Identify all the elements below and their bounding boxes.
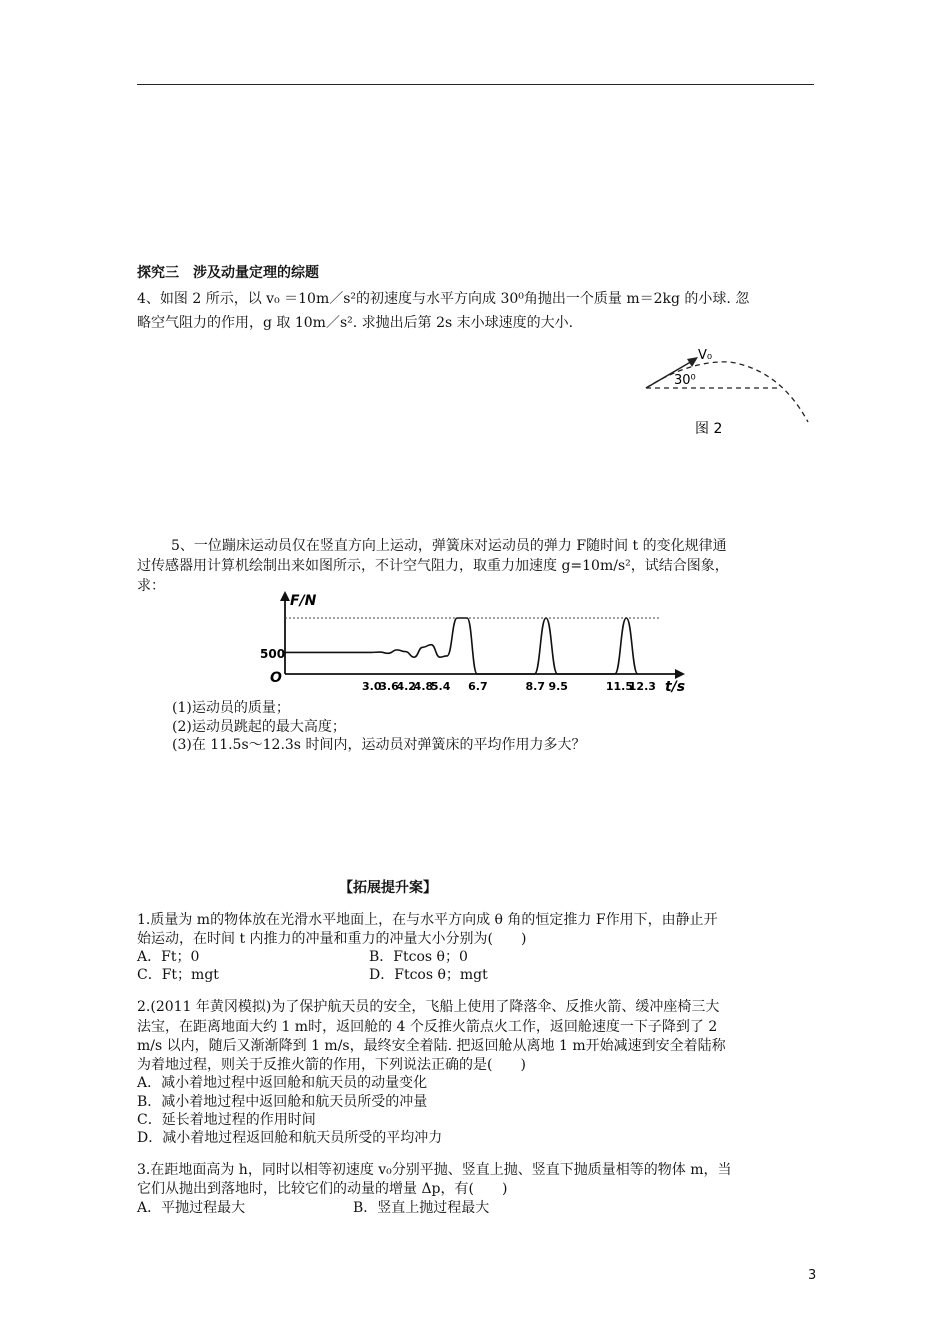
section-heading: 探究三 涉及动量定理的综题: [137, 265, 319, 281]
x-tick-label: 11.5: [605, 680, 633, 693]
ext-q2-line-2: 法宝，在距离地面大约 1 m时，返回舱的 4 个反推火箭点火工作，返回舱速度一下子降到了 2: [137, 1019, 718, 1035]
q5-sub-3: (3)在 11.5s～12.3s 时间内，运动员对弹簧床的平均作用力多大？: [172, 737, 586, 753]
header-rule: [137, 84, 814, 85]
ext-q1-option-d: D．Ftcos θ；mgt: [369, 967, 488, 983]
ext-q2-line-4: 为着地过程，则关于反推火箭的作用，下列说法正确的是( ): [137, 1057, 526, 1073]
origin-label: O: [270, 670, 282, 686]
x-tick-label: 6.7: [468, 680, 488, 693]
q5-line-2: 过传感器用计算机绘制出来如图所示，不计空气阻力，取重力加速度 g=10m/s²，试结合图象，: [137, 558, 729, 574]
x-tick-label: 12.3: [628, 680, 656, 693]
ext-q2-line-1: 2.(2011 年黄冈模拟)为了保护航天员的安全，飞船上使用了降落伞、反推火箭、缓冲座椅三大: [137, 999, 720, 1015]
ext-q3-option-a: A．平抛过程最大: [137, 1200, 246, 1216]
x-tick-label: 8.7: [525, 680, 546, 693]
y-axis-label: F/N: [290, 593, 317, 609]
page-number: 3: [808, 1268, 817, 1283]
q5-line-3: 求：: [137, 578, 165, 594]
x-tick-label: 3.6: [379, 680, 399, 693]
q5-sub-1: (1)运动员的质量；: [172, 700, 290, 716]
angle-label: 30⁰: [674, 373, 696, 388]
y-tick-500: 500: [260, 647, 286, 661]
x-tick-label: 5.4: [430, 680, 451, 693]
ext-q2-line-3: m/s 以内，随后又渐渐降到 1 m/s，最终安全着陆. 把返回舱从离地 1 m开始减速到安全着陆称: [137, 1038, 726, 1054]
y-axis-arrow-icon: [280, 591, 290, 601]
x-tick-label: 3.0: [362, 680, 382, 693]
force-curve: [285, 618, 638, 674]
ext-q3-line-1: 3.在距地面高为 h，同时以相等初速度 v₀分别平抛、竖直上抛、竖直下抛质量相等的物体 m，当: [137, 1162, 732, 1178]
ext-q2-option-a: A．减小着地过程中返回舱和航天员的动量变化: [137, 1075, 428, 1091]
x-axis-arrow-icon: [675, 669, 685, 679]
ext-q1-option-c: C．Ft；mgt: [137, 967, 219, 983]
ext-q1-line-2: 始运动，在时间 t 内推力的冲量和重力的冲量大小分别为( ): [137, 931, 527, 947]
q5-line-1: 5、一位蹦床运动员仅在竖直方向上运动，弹簧床对运动员的弹力 F随时间 t 的变化规律通: [171, 538, 727, 554]
v0-label: V₀: [698, 348, 713, 363]
x-tick-label: 4.8: [413, 680, 434, 693]
figure-caption: 图 2: [695, 421, 723, 437]
ext-q1-option-b: B．Ftcos θ；0: [369, 949, 468, 965]
force-time-chart: [255, 588, 695, 696]
projectile-figure: [640, 340, 820, 450]
x-axis-label: t/s: [665, 679, 686, 695]
q5-sub-2: (2)运动员跳起的最大高度；: [172, 719, 346, 735]
ext-q2-option-c: C．延长着地过程的作用时间: [137, 1112, 316, 1128]
extension-heading: 【拓展提升案】: [339, 880, 437, 896]
ext-q2-option-b: B．减小着地过程中返回舱和航天员所受的冲量: [137, 1094, 428, 1110]
trajectory-curve: [646, 362, 808, 422]
ext-q1-line-1: 1.质量为 m的物体放在光滑水平地面上，在与水平方向成 θ 角的恒定推力 F作用下，由静止开: [137, 912, 718, 928]
ext-q2-option-d: D．减小着地过程返回舱和航天员所受的平均冲力: [137, 1130, 443, 1146]
q4-line-1: 4、如图 2 所示，以 v₀ ＝10m／s²的初速度与水平方向成 30⁰角抛出一个质量 m＝2kg 的小球. 忽: [137, 291, 750, 307]
x-tick-label: 4.2: [396, 680, 416, 693]
ext-q3-line-2: 它们从抛出到落地时，比较它们的动量的增量 Δp，有( ): [137, 1181, 508, 1197]
x-tick-label: 9.5: [548, 680, 568, 693]
q4-line-2: 略空气阻力的作用，g 取 10m／s². 求抛出后第 2s 末小球速度的大小.: [137, 315, 574, 331]
ext-q3-option-b: B．竖直上抛过程最大: [353, 1200, 490, 1216]
ext-q1-option-a: A．Ft；0: [137, 949, 200, 965]
